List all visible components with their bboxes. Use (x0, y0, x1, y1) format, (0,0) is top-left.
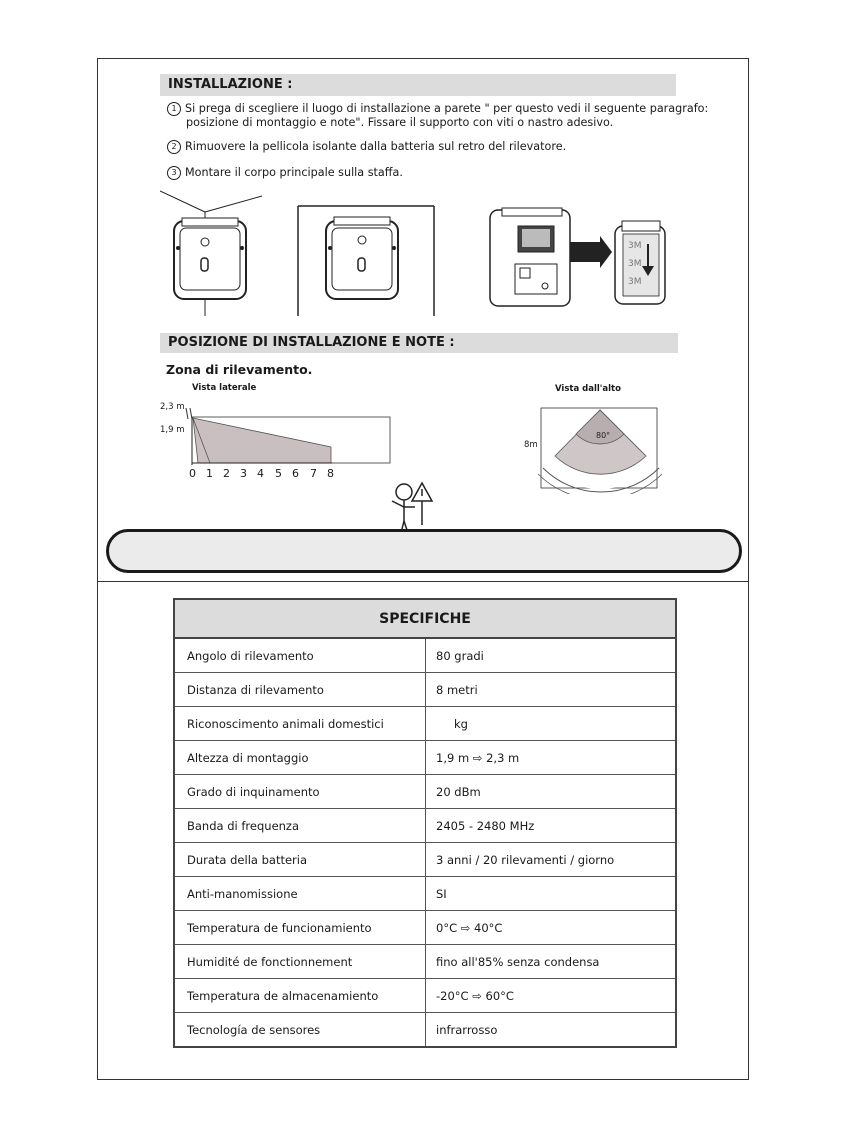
spec-label: Riconoscimento animali domestici (174, 707, 426, 741)
table-row (174, 877, 676, 911)
spec-value: SI (426, 877, 677, 911)
spec-value: 0°C ⇨ 40°C (426, 911, 677, 945)
install-step-1 (167, 102, 708, 130)
table-row (174, 809, 676, 843)
angle-label: 80° (596, 431, 611, 440)
tick-label: 4 (257, 467, 264, 480)
install-step-2 (167, 140, 566, 154)
spec-label: Tecnología de sensores (174, 1013, 426, 1048)
table-row (174, 945, 676, 979)
step-number: 1 (167, 102, 181, 116)
spec-label: Distanza di rilevamento (174, 673, 426, 707)
step-text: Si prega di scegliere il luogo di installazione a parete " per questo vedi il seguente paragrafo: (185, 102, 709, 115)
table-row (174, 1013, 676, 1048)
spec-label: Durata della batteria (174, 843, 426, 877)
distance-label: 8m (524, 440, 538, 450)
tick-label: 6 (292, 467, 299, 480)
wall-mount-illustration (298, 206, 434, 316)
spec-value: kg (426, 707, 677, 741)
tape-label: 3M (628, 277, 642, 287)
spec-value: 8 metri (426, 673, 677, 707)
table-row (174, 707, 676, 741)
specifications-table (173, 598, 677, 1048)
spec-label: Grado di inquinamento (174, 775, 426, 809)
spec-value: 80 gradi (426, 638, 677, 673)
table-title: SPECIFICHE (174, 599, 676, 638)
tick-label: 8 (327, 467, 334, 480)
note-box (106, 529, 742, 573)
table-row (174, 979, 676, 1013)
spec-value: 1,9 m ⇨ 2,3 m (426, 741, 677, 775)
spec-value: fino all'85% senza condensa (426, 945, 677, 979)
spec-label: Temperatura de almacenamiento (174, 979, 426, 1013)
table-row (174, 775, 676, 809)
table-row (174, 911, 676, 945)
spec-value: -20°C ⇨ 60°C (426, 979, 677, 1013)
position-header: POSIZIONE DI INSTALLAZIONE E NOTE : (160, 333, 678, 353)
tick-label: 1 (206, 467, 213, 480)
tick-label: 2 (223, 467, 230, 480)
installation-header: INSTALLAZIONE : (160, 74, 676, 96)
person-warning-illustration (384, 479, 436, 535)
step-text: Montare il corpo principale sulla staffa. (185, 166, 403, 179)
install-step-3 (167, 166, 403, 180)
top-view-caption: Vista dall'alto (555, 384, 621, 394)
height-low-label: 1,9 m (160, 425, 185, 435)
table-row (174, 638, 676, 673)
table-row (174, 673, 676, 707)
table-row (174, 741, 676, 775)
step-number: 2 (167, 140, 181, 154)
side-view-caption: Vista laterale (192, 383, 257, 393)
corner-mount-illustration (160, 191, 262, 316)
tape-label: 3M (628, 259, 642, 269)
battery-device-illustration (490, 208, 665, 306)
installation-illustrations (160, 186, 680, 321)
step-text: Rimuovere la pellicola isolante dalla batteria sul retro del rilevatore. (185, 140, 567, 153)
section-divider (97, 581, 749, 582)
table-row (174, 843, 676, 877)
spec-label: Altezza di montaggio (174, 741, 426, 775)
step-number: 3 (167, 166, 181, 180)
spec-label: Temperatura de funcionamiento (174, 911, 426, 945)
height-top-label: 2,3 m (160, 402, 185, 412)
step-text-continued: posizione di montaggio e note". Fissare il supporto con viti o nastro adesivo. (186, 116, 614, 129)
top-view-diagram (536, 404, 666, 494)
spec-value: 3 anni / 20 rilevamenti / giorno (426, 843, 677, 877)
tick-label: 0 (189, 467, 196, 480)
zone-title: Zona di rilevamento. (166, 362, 313, 377)
spec-label: Anti-manomissione (174, 877, 426, 911)
spec-label: Humidité de fonctionnement (174, 945, 426, 979)
tick-label: 5 (275, 467, 282, 480)
side-view-diagram (180, 405, 400, 469)
spec-value: 2405 - 2480 MHz (426, 809, 677, 843)
tape-label: 3M (628, 241, 642, 251)
spec-value: 20 dBm (426, 775, 677, 809)
tick-label: 7 (310, 467, 317, 480)
spec-label: Banda di frequenza (174, 809, 426, 843)
spec-value: infrarrosso (426, 1013, 677, 1048)
tick-label: 3 (240, 467, 247, 480)
spec-label: Angolo di rilevamento (174, 638, 426, 673)
